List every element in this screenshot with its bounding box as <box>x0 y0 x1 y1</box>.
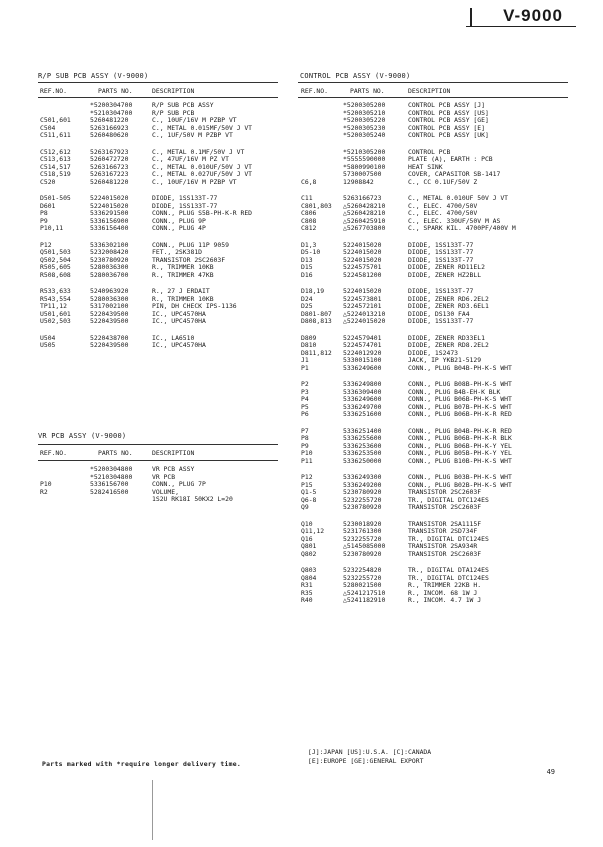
ref-no: D801-807 <box>301 309 332 318</box>
ref-no: P7 <box>301 426 309 435</box>
description: CONN., PLUG B06B-PH-K-R RED <box>408 410 512 418</box>
ref-no: P11 <box>301 456 313 465</box>
parts-no: △5267703800 <box>343 224 386 232</box>
description: DIODE, 1SS133T-77 <box>408 287 474 295</box>
description: CONN., PLUG 7P <box>152 480 206 488</box>
description: CONTROL PCB ASSY [E] <box>408 123 485 132</box>
description: R., TRIMMER 10KB <box>152 263 214 271</box>
parts-no: 5263166723 <box>343 194 382 202</box>
ref-no: D15 <box>301 263 313 271</box>
ctrl-header-rule-bottom <box>298 97 568 98</box>
parts-no: △5241182910 <box>343 596 386 604</box>
ref-no: Q9 <box>301 503 309 511</box>
description: R., TRIMMER 47KB <box>152 270 214 279</box>
ref-no: D1,3 <box>301 240 317 249</box>
parts-no: 5224015020 <box>343 255 382 264</box>
parts-no: *5200305200 <box>343 101 386 109</box>
parts-no: 5336249800 <box>343 380 382 388</box>
ref-no: Q502,504 <box>40 255 71 264</box>
parts-no: 5230780920 <box>343 549 382 558</box>
rp-header-rule-bottom <box>38 97 278 98</box>
ref-no: R31 <box>301 581 313 589</box>
parts-no: 5336156400 <box>90 224 129 232</box>
rp-header-ref: REF.NO. <box>40 87 67 95</box>
parts-no: *5200304700 <box>90 101 133 109</box>
parts-no: 5280036300 <box>90 294 129 303</box>
description: CONN., PLUG B05B-PH-K-Y YEL <box>408 449 512 457</box>
ref-no: P12 <box>40 240 52 249</box>
description: TR., DIGITAL DTA124ES <box>408 566 489 574</box>
ctrl-header-parts: PARTS NO. <box>350 87 385 95</box>
description: TRANSISTOR 2SC2603F <box>152 255 226 264</box>
ref-no: C518,519 <box>40 170 71 178</box>
parts-no: 5232008420 <box>90 248 129 256</box>
description: CONN., PLUG B07B-PH-K-S WHT <box>408 402 512 411</box>
rp-header-rule-top <box>38 82 278 83</box>
description: R/P SUB PCB ASSY <box>152 101 214 109</box>
description: CONN., PLUG B10B-PH-K-S WHT <box>408 456 512 465</box>
parts-no: 5220439500 <box>90 341 129 349</box>
description: DIODE, 1SS133T-77 <box>152 194 218 202</box>
ref-no: D809 <box>301 333 317 342</box>
ref-no: C812 <box>301 224 317 232</box>
parts-no: 5232255720 <box>343 495 382 504</box>
parts-no: 5336253500 <box>343 449 382 457</box>
ref-no: D601 <box>40 201 56 210</box>
parts-no: 5260480620 <box>90 131 129 139</box>
description: C., 1UF/50V M PZBP VT <box>152 131 233 139</box>
ref-no: C513,613 <box>40 155 71 163</box>
parts-no: 5336291500 <box>90 209 129 217</box>
ref-no: P4 <box>301 395 309 403</box>
ref-no: P12 <box>301 473 313 481</box>
description: VOLUME, <box>152 487 179 496</box>
description: CONN., PLUG 11P 9059 <box>152 240 229 249</box>
ref-no: P9 <box>301 441 309 450</box>
model-title: V-9000 <box>503 6 563 25</box>
ref-no: C808 <box>301 216 317 225</box>
parts-no: 5317002100 <box>90 302 129 310</box>
vr-pcb-title: VR PCB ASSY (V-9000) <box>38 432 127 440</box>
description: JACK, IP YKB21-5129 <box>408 356 482 364</box>
ref-no: Q801 <box>301 542 317 550</box>
description: CONN., PLUG B04B-PH-K-S WHT <box>408 363 512 372</box>
parts-no: 5336302100 <box>90 240 129 249</box>
parts-no: △5224015020 <box>343 317 386 325</box>
parts-no: 5336249200 <box>343 480 382 489</box>
ref-no: C511,611 <box>40 131 71 139</box>
parts-no: 5336309400 <box>343 387 382 396</box>
description: C., 10UF/16V M PZBP VT <box>152 177 237 186</box>
ref-no: P3 <box>301 387 309 396</box>
parts-no: *5200305220 <box>343 116 386 124</box>
parts-no: 5336156900 <box>90 216 129 225</box>
parts-no: 5230780920 <box>90 255 129 264</box>
parts-no: 5220439500 <box>90 309 129 318</box>
description: C., METAL 0.027UF/50V J VT <box>152 170 253 178</box>
ref-no: D808,813 <box>301 317 332 325</box>
parts-no: 5336156700 <box>90 480 129 488</box>
description: CONN., PLUG B08B-PH-K-S WHT <box>408 380 512 388</box>
ref-no: C504 <box>40 123 56 132</box>
description: PLATE (A), EARTH : PCB <box>408 155 493 163</box>
description: CONN., PLUG B06B-PH-K-R BLK <box>408 434 512 442</box>
ref-no: R2 <box>40 487 48 496</box>
ref-no: Q16 <box>301 534 313 543</box>
description: DIODE, ZENER RD33EL1 <box>408 333 485 342</box>
ref-no: C806 <box>301 209 317 217</box>
description: DIODE, ZENER HZ2BLL <box>408 270 482 279</box>
description: TRANSISTOR 2SD734F <box>408 527 478 535</box>
parts-no: 5336249600 <box>343 395 382 403</box>
description: TR., DIGITAL DTC124ES <box>408 573 489 582</box>
parts-no: 5260481220 <box>90 116 129 124</box>
parts-no: 5260472720 <box>90 155 129 163</box>
description: TRANSISTOR 2SA934R <box>408 542 478 550</box>
ref-no: P10,11 <box>40 224 64 232</box>
parts-no: 5336251600 <box>343 410 382 418</box>
parts-no: 12908842 <box>343 177 374 186</box>
parts-no: 5240963920 <box>90 287 129 295</box>
description: C., ELEC. 4700/50V <box>408 209 478 217</box>
description: R., TRIMMER 22KB H. <box>408 581 482 589</box>
description: CONN., PLUG B04B-PH-K-R RED <box>408 426 512 435</box>
delivery-footnote: Parts marked with *require longer delivery time. <box>42 760 242 768</box>
ref-no: Q802 <box>301 549 317 558</box>
description: CONTROL PCB ASSY [J] <box>408 101 485 109</box>
parts-no: △5224013210 <box>343 309 386 318</box>
parts-no: 5280036700 <box>90 270 129 279</box>
parts-no: 5224015020 <box>343 248 382 256</box>
description: DIODE, 1SS133T-77 <box>152 201 218 210</box>
description: IC., UPC4570HA <box>152 317 206 325</box>
parts-no: *5200305210 <box>343 108 386 117</box>
parts-no: △5260428210 <box>343 201 386 210</box>
rp-header-desc: DESCRIPTION <box>152 87 195 95</box>
description: R., 27 J ERDAIT <box>152 287 210 295</box>
parts-no: 5224579401 <box>343 333 382 342</box>
description: 1S2U RK18I 50KX2 L=20 <box>152 495 233 503</box>
parts-no: *5200304800 <box>90 465 133 473</box>
region-legend-line1: [J]:JAPAN [US]:U.S.A. [C]:CANADA <box>308 748 432 756</box>
description: C., CC 0.1UF/50V Z <box>408 177 478 186</box>
description: R., TRIMMER 10KB <box>152 294 214 303</box>
parts-no: 5280021500 <box>343 581 382 589</box>
ref-no: Q1-5 <box>301 488 317 496</box>
parts-no: 5336253600 <box>343 441 382 450</box>
description: R., INCOM. 68 1W J <box>408 588 478 597</box>
description: CONN., PLUG B4B-EH-K BLK <box>408 387 501 396</box>
parts-no: *5555590000 <box>343 155 386 163</box>
parts-no: 5224575701 <box>343 263 382 271</box>
ref-no: C801,803 <box>301 201 332 210</box>
parts-no: 5224015020 <box>90 194 129 202</box>
header-rule-vertical <box>470 8 472 26</box>
control-pcb-title: CONTROL PCB ASSY (V-9000) <box>300 72 411 80</box>
ref-no: D18,19 <box>301 287 325 295</box>
description: DIODE, 1SS133T-77 <box>408 255 474 264</box>
description: CONN., PLUG 4P <box>152 224 206 232</box>
ref-no: P5 <box>301 402 309 411</box>
parts-no: 5336249600 <box>343 363 382 372</box>
ref-no: D13 <box>301 255 313 264</box>
description: VR PCB <box>152 472 176 481</box>
description: TR., DIGITAL DTC124ES <box>408 495 489 504</box>
description: CONTROL PCB <box>408 147 451 156</box>
parts-no: 5220438700 <box>90 333 129 342</box>
description: IC., UPC4570HA <box>152 341 206 349</box>
parts-no: 5260481220 <box>90 177 129 186</box>
ref-no: P10 <box>40 480 52 488</box>
ref-no: R40 <box>301 596 313 604</box>
ref-no: U504 <box>40 333 56 342</box>
description: CONN., PLUG B03B-PH-K-S WHT <box>408 473 512 481</box>
parts-no: 5224572101 <box>343 302 382 310</box>
parts-no: 5224015020 <box>343 287 382 295</box>
description: DIODE, 1S2473 <box>408 348 459 357</box>
description: CONTROL PCB ASSY [US] <box>408 108 489 117</box>
parts-no: *5200305230 <box>343 123 386 132</box>
ref-no: P8 <box>40 209 48 217</box>
description: R/P SUB PCB <box>152 108 195 117</box>
parts-no: △5260425910 <box>343 216 386 225</box>
ctrl-header-ref: REF.NO. <box>301 87 328 95</box>
description: DIODE, ZENER RD6.2EL2 <box>408 294 489 303</box>
description: DIODE, ZENER RD3.6EL1 <box>408 302 489 310</box>
ref-no: P15 <box>301 480 313 489</box>
parts-no: 5232255720 <box>343 534 382 543</box>
parts-no: 5232255720 <box>343 573 382 582</box>
ref-no: D5-10 <box>301 248 321 256</box>
parts-no: 5263166923 <box>90 123 129 132</box>
parts-no: 5280036300 <box>90 263 129 271</box>
parts-no: 5220439500 <box>90 317 129 325</box>
rp-header-parts: PARTS NO. <box>98 87 133 95</box>
parts-no: *5210304800 <box>90 472 133 481</box>
ref-no: Q501,503 <box>40 248 71 256</box>
ref-no: P9 <box>40 216 48 225</box>
ref-no: Q803 <box>301 566 317 574</box>
description: TRANSISTOR 2SC2603F <box>408 503 482 511</box>
parts-no: 5230780920 <box>343 503 382 511</box>
parts-no: 5730007500 <box>343 170 382 178</box>
description: CONTROL PCB ASSY [UK] <box>408 131 489 139</box>
parts-no: 5263167923 <box>90 147 129 156</box>
description: TRANSISTOR 2SC2603F <box>408 549 482 558</box>
ref-no: C6,8 <box>301 177 317 186</box>
parts-no: 5224573801 <box>343 294 382 303</box>
parts-no: 5224015020 <box>343 240 382 249</box>
description: DIODE, 1SS133T-77 <box>408 317 474 325</box>
ref-no: D810 <box>301 341 317 349</box>
ref-no: Q804 <box>301 573 317 582</box>
ref-no: D24 <box>301 294 313 303</box>
parts-no: 5230018920 <box>343 519 382 528</box>
parts-no: 5336249300 <box>343 473 382 481</box>
ref-no: P8 <box>301 434 309 442</box>
description: TR., DIGITAL DTC124ES <box>408 534 489 543</box>
description: C., METAL 0.015MF/50V J VT <box>152 123 253 132</box>
description: CONN., PLUG B02B-PH-K-S WHT <box>408 480 512 489</box>
parts-no: 5224012920 <box>343 348 382 357</box>
ctrl-header-rule-top <box>298 82 568 83</box>
description: TRANSISTOR 2SC2603F <box>408 488 482 496</box>
parts-no: 5263167223 <box>90 170 129 178</box>
parts-no: *5800990100 <box>343 162 386 171</box>
ref-no: TP11,12 <box>40 302 67 310</box>
ref-no: C512,612 <box>40 147 71 156</box>
ref-no: D501-505 <box>40 194 71 202</box>
description: CONN., PLUG S5B-PH-K-R RED <box>152 209 253 217</box>
region-legend-line2: [E]:EUROPE [GE]:GENERAL EXPORT <box>308 757 424 765</box>
parts-no: 5336250000 <box>343 456 382 465</box>
description: C., 47UF/16V M PZ VT <box>152 155 229 163</box>
description: R., INCOM. 4.7 1W J <box>408 596 482 604</box>
parts-no: 5336249700 <box>343 402 382 411</box>
vr-header-rule-top <box>38 444 278 445</box>
ref-no: R508,608 <box>40 270 71 279</box>
ref-no: P2 <box>301 380 309 388</box>
ref-no: P10 <box>301 449 313 457</box>
vr-header-ref: REF.NO. <box>40 449 67 457</box>
ref-no: P6 <box>301 410 309 418</box>
ref-no: R543,554 <box>40 294 71 303</box>
ref-no: U502,503 <box>40 317 71 325</box>
parts-no: 5263166723 <box>90 162 129 171</box>
description: DIODE, 1SS133T-77 <box>408 248 474 256</box>
ref-no: J1 <box>301 356 309 364</box>
ref-no: R533,633 <box>40 287 71 295</box>
parts-no: *5210304700 <box>90 108 133 117</box>
ref-no: C514,517 <box>40 162 71 171</box>
parts-no: 5282416500 <box>90 487 129 496</box>
parts-no: 5224574701 <box>343 341 382 349</box>
vr-header-rule-bottom <box>38 460 278 461</box>
description: C., METAL 0.1MF/50V J VT <box>152 147 245 156</box>
vr-header-desc: DESCRIPTION <box>152 449 195 457</box>
description: C., ELEC. 4700/50V <box>408 201 478 210</box>
description: IC., LA6510 <box>152 333 195 342</box>
ref-no: P1 <box>301 363 309 372</box>
description: FET., 2SK381D <box>152 248 203 256</box>
parts-no: 5336251400 <box>343 426 382 435</box>
parts-no: △5260428210 <box>343 209 386 217</box>
page-number: 49 <box>546 768 555 776</box>
description: DIODE, ZENER RD11EL2 <box>408 263 485 271</box>
vr-header-parts: PARTS NO. <box>98 449 133 457</box>
description: IC., UPC4570HA <box>152 309 206 318</box>
scan-artifact <box>152 780 153 840</box>
description: DIODE, 1SS133T-77 <box>408 240 474 249</box>
ref-no: C11 <box>301 194 313 202</box>
ref-no: Q10 <box>301 519 313 528</box>
header-rule-horizontal <box>466 26 576 27</box>
description: C., SPARK KIL. 4700PF/400V M <box>408 224 516 232</box>
description: C., 10UF/16V M PZBP VT <box>152 116 237 124</box>
description: CONN., PLUG B06B-PH-K-S WHT <box>408 395 512 403</box>
description: CONN., PLUG 9P <box>152 216 206 225</box>
ref-no: C520 <box>40 177 56 186</box>
description: TRANSISTOR 2SA1115F <box>408 519 482 528</box>
parts-no: 5231761300 <box>343 527 382 535</box>
description: C., METAL 0.010UF/50V J VT <box>152 162 253 171</box>
ref-no: R35 <box>301 588 313 597</box>
parts-no: △5241217510 <box>343 588 386 597</box>
ref-no: Q6-8 <box>301 495 317 504</box>
parts-no: 5230780920 <box>343 488 382 496</box>
description: C., ELEC. 330UF/50V M AS <box>408 216 501 225</box>
rp-sub-pcb-title: R/P SUB PCB ASSY (V-9000) <box>38 72 149 80</box>
parts-no: 5330015100 <box>343 356 382 364</box>
ref-no: Q11,12 <box>301 527 325 535</box>
description: PIN, DH CHECK IPS-1136 <box>152 302 237 310</box>
parts-no: 5336255600 <box>343 434 382 442</box>
description: HEAT SINK <box>408 162 443 171</box>
ref-no: C501,601 <box>40 116 71 124</box>
ref-no: D25 <box>301 302 313 310</box>
description: CONTROL PCB ASSY [GE] <box>408 116 489 124</box>
description: COVER, CAPASITOR SB-1417 <box>408 170 501 178</box>
ref-no: U505 <box>40 341 56 349</box>
ctrl-header-desc: DESCRIPTION <box>408 87 451 95</box>
description: C., METAL 0.010UF 50V J VT <box>408 194 509 202</box>
description: CONN., PLUG B06B-PH-K-Y YEL <box>408 441 512 450</box>
description: DIODE, DS130 FA4 <box>408 309 470 318</box>
description: VR PCB ASSY <box>152 465 195 473</box>
parts-no: *5200305240 <box>343 131 386 139</box>
ref-no: D16 <box>301 270 313 279</box>
parts-no: 5232254820 <box>343 566 382 574</box>
parts-no: 5224581200 <box>343 270 382 279</box>
ref-no: D811,812 <box>301 348 332 357</box>
description: DIODE, ZENER RD8.2EL2 <box>408 341 489 349</box>
parts-no: △5145085000 <box>343 542 386 550</box>
ref-no: R505,605 <box>40 263 71 271</box>
ref-no: U501,601 <box>40 309 71 318</box>
parts-no: 5224015020 <box>90 201 129 210</box>
parts-no: *5210305200 <box>343 147 386 156</box>
